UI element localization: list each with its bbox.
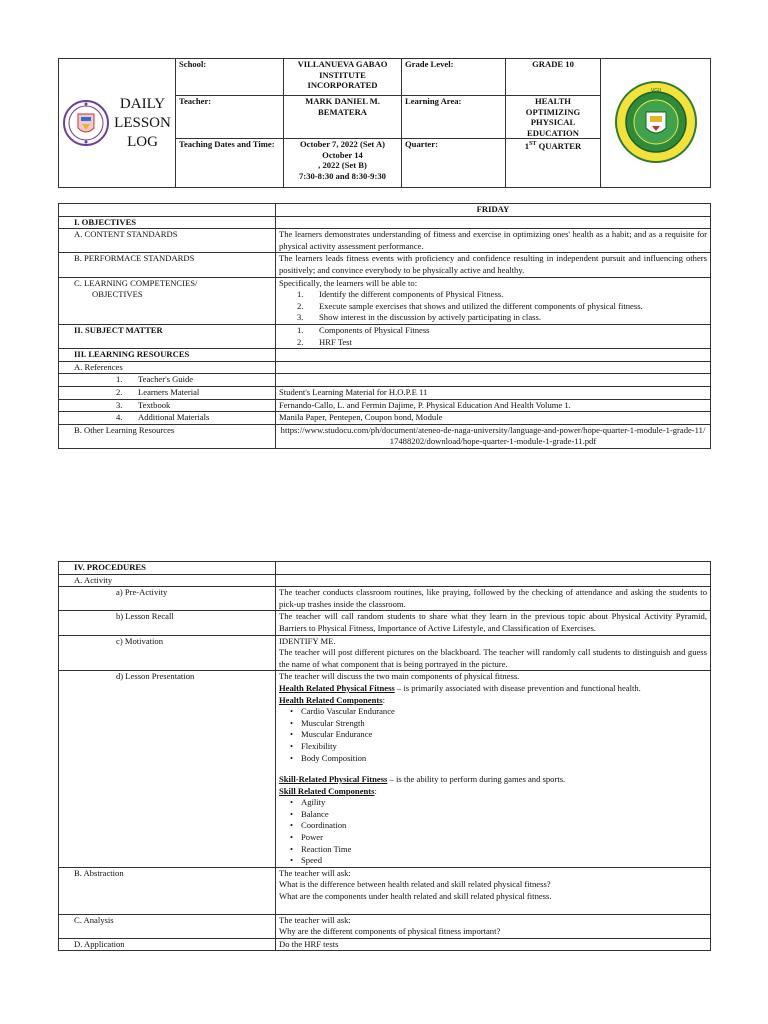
deped-seal-icon — [62, 92, 110, 154]
hrc-item: • Muscular Strength — [279, 718, 707, 730]
hrc-item: • Cardio Vascular Endurance — [279, 706, 707, 718]
content-standards-label: A. CONTENT STANDARDS — [59, 229, 276, 253]
abstraction-line: What is the difference between health related and skill related physical fitness? — [279, 879, 551, 890]
abstraction-label: B. Abstraction — [59, 867, 276, 914]
competencies-label — [59, 277, 276, 324]
presentation-value — [276, 671, 711, 868]
src-item: • Agility — [279, 797, 707, 809]
procedures-label: IV. PROCEDURES — [59, 562, 276, 575]
analysis-line: Why are the different components of physical fitness important? — [279, 926, 501, 937]
competencies-label-line: OBJECTIVES — [92, 289, 143, 300]
competencies-intro: Specifically, the learners will be able to: — [279, 277, 418, 288]
teacher-value: MARK DANIEL M. BEMATERA — [284, 96, 402, 139]
performance-standards-label: B. PERFORMACE STANDARDS — [59, 253, 276, 277]
ref-row-value — [276, 374, 711, 387]
quarter-word: QUARTER — [538, 140, 582, 151]
other-resources-label: B. Other Learning Resources — [59, 424, 276, 448]
ref-row-label: 4. Additional Materials — [59, 412, 276, 425]
motivation-text: The teacher will post different pictures on the blackboard. The teacher will randomly call students to distinguish and guess the name of what component that is being portrayed in the picture. — [279, 647, 707, 669]
ref-row-value: Fernando-Callo, L. and Fermin Dajime, P. Physical Education And Health Volume 1. — [276, 399, 711, 412]
resources-label: III. LEARNING RESOURCES — [59, 349, 276, 362]
grade-label: Grade Level: — [402, 59, 506, 96]
hrc-item: • Body Composition — [279, 753, 707, 765]
dates-line: October 14 — [322, 149, 363, 160]
content-standards-value: The learners demonstrates understanding of fitness and exercise in optimizing ones' health as a habit; and as a requisite for physical activity assessment performance. — [276, 229, 711, 253]
recall-label: b) Lesson Recall — [59, 611, 276, 635]
motivation-title: IDENTIFY ME. — [279, 635, 336, 646]
header-title-cell — [59, 59, 176, 188]
presentation-intro: The teacher will discuss the two main components of physical fitness. — [279, 671, 520, 682]
activity-label: A. Activity — [59, 574, 276, 587]
recall-value: The teacher will call random students to share what they learn in the previous topic about Physical Activity Pyramid, Barriers to Physical Fitness, Importance of Active Lifestyle, and Classification of Exercises. — [276, 611, 711, 635]
competency-item: 2. Execute sample exercises that shows and utilized the different components of physical fitness. — [297, 300, 643, 311]
references-blank — [276, 361, 711, 374]
dll-title-line-2: LESSON — [114, 114, 171, 131]
school-value: VILLANUEVA GABAO INSTITUTE INCORPORATED — [284, 59, 402, 96]
subject-matter-item: 1. Components of Physical Fitness — [297, 324, 430, 335]
abstraction-line: The teacher will ask: — [279, 867, 351, 878]
ref-row-value: Student's Learning Material for H.O.P.E 11 — [276, 386, 711, 399]
teacher-label: Teacher: — [176, 96, 284, 139]
hrc-heading: Health Related Components: — [279, 694, 385, 705]
abstraction-value — [276, 867, 711, 914]
performance-standards-value: The learners leads fitness events with proficiency and confidence resulting in independent pursuit and influencing others positively; and convince everybody to be physically active and healthy. — [276, 253, 711, 277]
references-label: A. References — [59, 361, 276, 374]
area-label: Learning Area: — [402, 96, 506, 139]
src-item: • Speed — [279, 855, 707, 867]
competencies-label-line: C. LEARNING COMPETENCIES/ — [74, 277, 198, 288]
hrpf-definition: Health Related Physical Fitness – is primarily associated with disease prevention and functional health. — [279, 682, 641, 693]
area-value: HEALTH OPTIMIZING PHYSICAL EDUCATION — [506, 96, 601, 139]
competency-item: 3. Show interest in the discussion by actively participating in class. — [297, 312, 541, 323]
hrc-item: • Muscular Endurance — [279, 729, 707, 741]
school-seal-icon — [614, 80, 698, 164]
svg-text:VGII: VGII — [650, 87, 661, 94]
dates-line: 7:30-8:30 and 8:30-9:30 — [299, 170, 386, 181]
ref-row-label: 1. Teacher's Guide — [59, 374, 276, 387]
objectives-blank — [276, 216, 711, 229]
ref-row-label: 3. Textbook — [59, 399, 276, 412]
dates-line: October 7, 2022 (Set A) — [299, 139, 386, 149]
ref-row-value: Manila Paper, Pentepen, Coupon bond, Module — [276, 412, 711, 425]
dates-line: , 2022 (Set B) — [318, 160, 367, 170]
src-item: • Reaction Time — [279, 844, 707, 856]
dates-value — [284, 139, 402, 188]
subject-matter-label: II. SUBJECT MATTER — [59, 324, 276, 348]
dates-label: Teaching Dates and Time: — [176, 139, 284, 188]
src-item: • Balance — [279, 809, 707, 821]
ref-row-label: 2. Learners Material — [59, 386, 276, 399]
school-seal-cell — [601, 59, 711, 188]
procedures-blank — [276, 562, 711, 575]
application-value: Do the HRF tests — [276, 938, 711, 951]
activity-blank — [276, 574, 711, 587]
school-label: School: — [176, 59, 284, 96]
grade-value: GRADE 10 — [506, 59, 601, 96]
src-heading: Skill Related Components: — [279, 785, 377, 796]
procedures-table — [58, 561, 711, 951]
resources-blank — [276, 349, 711, 362]
quarter-num: 1 — [524, 140, 530, 151]
quarter-value — [506, 139, 601, 188]
pre-activity-value: The teacher conducts classroom routines, like praying, followed by the checking of attendance and asking the students to pick-up trashes inside the classroom. — [276, 587, 711, 611]
application-label: D. Application — [59, 938, 276, 951]
dll-title-line-1: DAILY — [119, 95, 166, 112]
analysis-value — [276, 914, 711, 938]
competencies-value — [276, 277, 711, 324]
motivation-value — [276, 635, 711, 671]
pre-activity-label: a) Pre-Activity — [59, 587, 276, 611]
competency-item: 1. Identify the different components of Physical Fitness. — [297, 289, 504, 300]
srpf-definition: Skill-Related Physical Fitness – is the ability to perform during games and sports. — [279, 774, 566, 785]
day-header-blank — [59, 204, 276, 217]
motivation-label: c) Motivation — [59, 635, 276, 671]
quarter-label: Quarter: — [402, 139, 506, 188]
src-item: • Coordination — [279, 820, 707, 832]
analysis-label: C. Analysis — [59, 914, 276, 938]
day-header: FRIDAY — [276, 204, 711, 217]
other-resources-link[interactable]: https://www.studocu.com/ph/document/ateneo-de-naga-university/language-and-power/hope-quarter-1-module-1-grade-11/17488202/download/hope-quarter-1-module-1-grade-11.pdf — [276, 424, 711, 448]
objectives-label: I. OBJECTIVES — [59, 216, 276, 229]
dll-title-line-3: LOG — [127, 133, 158, 150]
header-table — [58, 58, 711, 188]
presentation-label: d) Lesson Presentation — [59, 671, 276, 868]
subject-matter-value — [276, 324, 711, 348]
lesson-table — [58, 203, 711, 449]
src-item: • Power — [279, 832, 707, 844]
abstraction-line: What are the components under health related and skill related physical fitness. — [279, 891, 552, 902]
analysis-line: The teacher will ask: — [279, 914, 351, 925]
hrc-item: • Flexibility — [279, 741, 707, 753]
subject-matter-item: 2. HRF Test — [297, 336, 352, 347]
quarter-sup: ST — [529, 141, 537, 147]
